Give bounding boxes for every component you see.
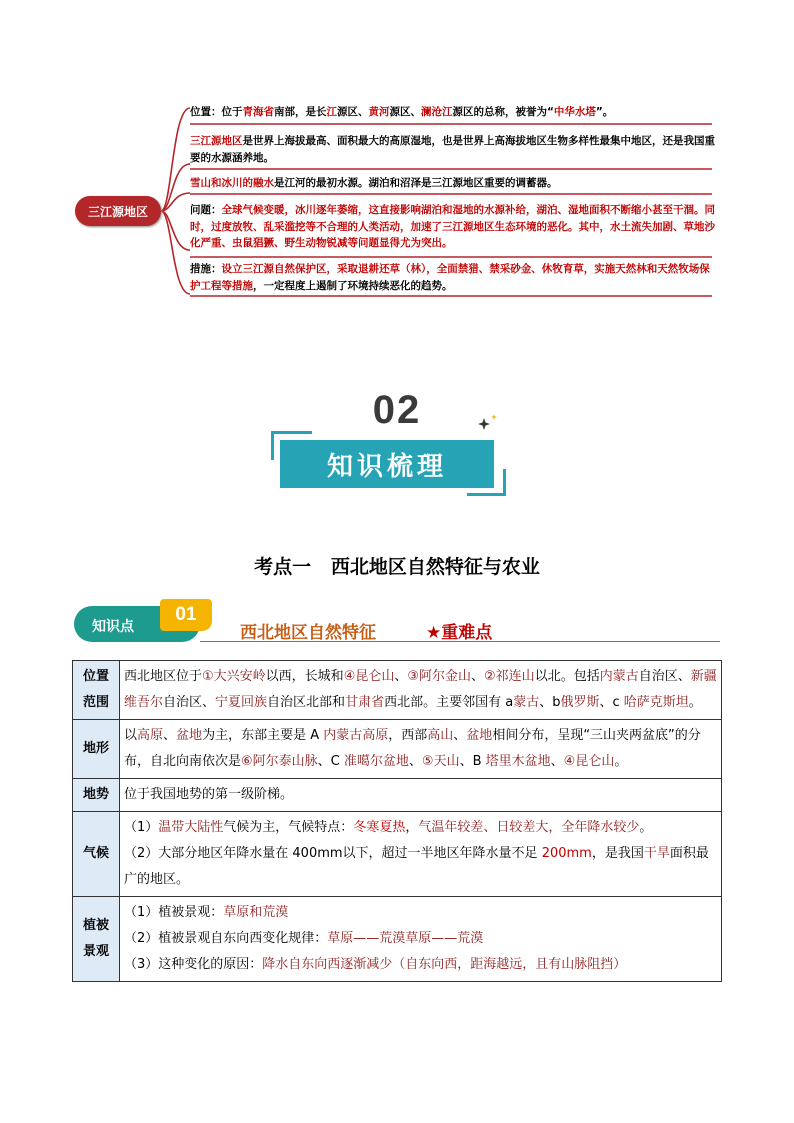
- mindmap-branch-water-source: [190, 175, 718, 192]
- text-segment: 蒙古: [513, 695, 540, 710]
- text-segment: 、: [408, 754, 422, 769]
- text-segment: 。: [614, 754, 628, 769]
- mindmap-branch-problems: [190, 202, 718, 252]
- text-segment: 自治区、: [163, 695, 216, 710]
- mindmap-branch-location: [190, 104, 718, 121]
- content-line: [124, 782, 717, 808]
- text-segment: 甘肃省: [345, 695, 385, 710]
- text-segment: 源区、: [337, 106, 369, 118]
- table-row: [73, 779, 722, 812]
- content-line: [124, 926, 717, 952]
- text-segment: 干旱: [643, 846, 670, 861]
- knowledge-table: [72, 660, 722, 982]
- text-segment: 高原: [137, 728, 164, 743]
- sparkle-icon: [476, 412, 500, 436]
- content-line: [124, 841, 717, 893]
- text-segment: 哈萨克斯坦: [623, 695, 689, 710]
- text-segment: 草原——荒漠草原——荒漠: [327, 931, 484, 946]
- text-segment: ”。: [595, 106, 614, 118]
- mindmap-root: 三江源地区: [75, 196, 161, 226]
- text-segment: 三江源地区: [190, 135, 243, 147]
- difficulty-badge: ★重难点: [426, 623, 493, 643]
- text-segment: 冬寒夏热: [353, 820, 406, 835]
- text-segment: 盆地: [176, 728, 203, 743]
- row-content: [120, 661, 722, 720]
- text-segment: 设立三江源自然保护区，采取退耕还草（林），全面禁猎、禁采砂金、休牧育草，实施天然林和天然牧场保护工程等措施: [190, 263, 710, 292]
- text-segment: 雪山和冰川的融水: [190, 177, 274, 189]
- text-segment: 全球气候变暖，冰川逐年萎缩，这直接影响湖泊和湿地的水源补给，湖泊、湿地面积不断缩小甚至干涸。同时，过度放牧、乱采滥挖等不合理的人类活动，加速了三江源地区生态环境的恶化。其中，水土流失加剧、草地沙化严重、虫鼠猖獗、野生动物锐减等问题显得尤为突出。: [190, 204, 715, 249]
- text-segment: 澜沧江: [421, 106, 453, 118]
- text-segment: 源区、: [389, 106, 421, 118]
- knowledge-point-number: 01: [160, 599, 212, 631]
- text-segment: （1）: [124, 820, 159, 835]
- row-content: [120, 812, 722, 897]
- text-segment: 200mm: [541, 846, 592, 861]
- text-segment: 是世界上海拔最高、面积最大的高原湿地，也是世界上高海拔地区生物多样性最集中地区，还是我国重要的水源涵养地。: [190, 135, 715, 164]
- text-segment: 黄河: [368, 106, 390, 118]
- text-segment: （1）植被景观：: [124, 905, 224, 920]
- mindmap-branch-wetland: [190, 133, 718, 166]
- text-segment: 、: [550, 754, 564, 769]
- table-row: [73, 661, 722, 720]
- row-header: 地势: [73, 779, 120, 812]
- table-row: [73, 897, 722, 982]
- text-segment: ，一定程度上遏制了环境持续恶化的趋势。: [253, 279, 453, 292]
- text-segment: （2）植被景观自东向西变化规律：: [124, 931, 328, 946]
- text-segment: 、C: [317, 754, 344, 769]
- text-segment: 以西，长城和: [265, 669, 344, 684]
- content-line: [124, 664, 717, 716]
- row-content: [120, 897, 722, 982]
- text-segment: 青海省: [242, 106, 274, 118]
- text-segment: 、B: [459, 754, 486, 769]
- text-segment: 位于我国地势的第一级阶梯。: [124, 787, 294, 802]
- text-segment: 面积最广的地区。: [124, 846, 709, 887]
- text-segment: 盆地: [466, 728, 493, 743]
- text-segment: ⑥阿尔泰山脉: [241, 754, 318, 769]
- text-segment: ④昆仑山: [563, 754, 615, 769]
- text-segment: 。: [688, 695, 702, 710]
- text-segment: 。: [639, 820, 653, 835]
- text-segment: 南部，是长: [274, 106, 327, 118]
- text-segment: 俄罗斯: [560, 695, 600, 710]
- knowledge-point-label: 知识点: [92, 619, 134, 635]
- row-content: [120, 720, 722, 779]
- topic-title: 考点一 西北地区自然特征与农业: [254, 556, 540, 578]
- text-segment: 以: [124, 728, 138, 743]
- text-segment: 位置：位于: [190, 106, 243, 118]
- mindmap-branch-measures: [190, 261, 718, 294]
- text-segment: 相间分布，呈现“三山夹两盆底”的分布，自北向南依次是: [124, 728, 701, 769]
- text-segment: ，是我国: [591, 846, 644, 861]
- text-segment: 内蒙古高原: [323, 728, 389, 743]
- row-content: [120, 779, 722, 812]
- content-line: [124, 723, 717, 775]
- text-segment: 、c: [599, 695, 624, 710]
- text-segment: ，西部: [388, 728, 428, 743]
- text-segment: ①大兴安岭: [202, 669, 266, 684]
- text-segment: 中华水塔: [553, 106, 596, 118]
- text-segment: 、b: [539, 695, 561, 710]
- text-segment: 准噶尔盆地: [343, 754, 409, 769]
- text-segment: 、: [471, 669, 485, 684]
- text-segment: 西北地区位于: [124, 669, 203, 684]
- text-segment: 自治区、: [638, 669, 691, 684]
- text-segment: 、: [453, 728, 467, 743]
- row-header: 位置 范围: [73, 661, 120, 720]
- text-segment: 西北部。主要邻国有 a: [384, 695, 514, 710]
- text-segment: 降水自东向西逐渐减少（自东向西，距海越远，且有山脉阻挡）: [262, 957, 627, 972]
- text-segment: 气温年较差、日较差大，全年降水较少: [418, 820, 640, 835]
- section-banner: 知识梳理: [280, 440, 494, 488]
- text-segment: ⑤天山: [421, 754, 460, 769]
- text-segment: 自治区北部和: [267, 695, 346, 710]
- text-segment: 草原和荒漠: [223, 905, 289, 920]
- text-segment: 温带大陆性: [158, 820, 224, 835]
- row-header: 植被 景观: [73, 897, 120, 982]
- text-segment: 新疆维吾尔: [124, 669, 717, 710]
- content-line: [124, 900, 717, 926]
- table-row: [73, 720, 722, 779]
- text-segment: （2）大部分地区年降水量在 400mm以下，超过一半地区年降水量不足: [124, 846, 542, 861]
- text-segment: 内蒙古: [599, 669, 639, 684]
- text-segment: 高山: [427, 728, 454, 743]
- text-segment: ②祁连山: [484, 669, 535, 684]
- text-segment: 、: [163, 728, 177, 743]
- row-header: 地形: [73, 720, 120, 779]
- text-segment: ④昆仑山: [343, 669, 395, 684]
- text-segment: 宁夏回族: [215, 695, 268, 710]
- section-number: 02: [372, 388, 422, 432]
- knowledge-point-title: 西北地区自然特征: [240, 623, 376, 643]
- text-segment: 措施：: [190, 263, 222, 275]
- text-segment: 以北。包括: [534, 669, 600, 684]
- text-segment: （3）这种变化的原因：: [124, 957, 263, 972]
- content-line: [124, 952, 717, 978]
- text-segment: ③阿尔金山: [407, 669, 472, 684]
- text-segment: 塔里木盆地: [485, 754, 551, 769]
- text-segment: 为主，东部主要是 A: [202, 728, 324, 743]
- table-row: [73, 812, 722, 897]
- text-segment: 江: [326, 106, 337, 118]
- text-segment: 、: [394, 669, 408, 684]
- text-segment: 气候为主，气候特点：: [223, 820, 354, 835]
- text-segment: 问题：: [190, 204, 222, 216]
- content-line: [124, 815, 717, 841]
- row-header: 气候: [73, 812, 120, 897]
- text-segment: 源区的总称，被誉为“: [452, 106, 554, 118]
- text-segment: ，: [405, 820, 419, 835]
- text-segment: 是江河的最初水源。湖泊和沼泽是三江源地区重要的调蓄器。: [274, 177, 558, 189]
